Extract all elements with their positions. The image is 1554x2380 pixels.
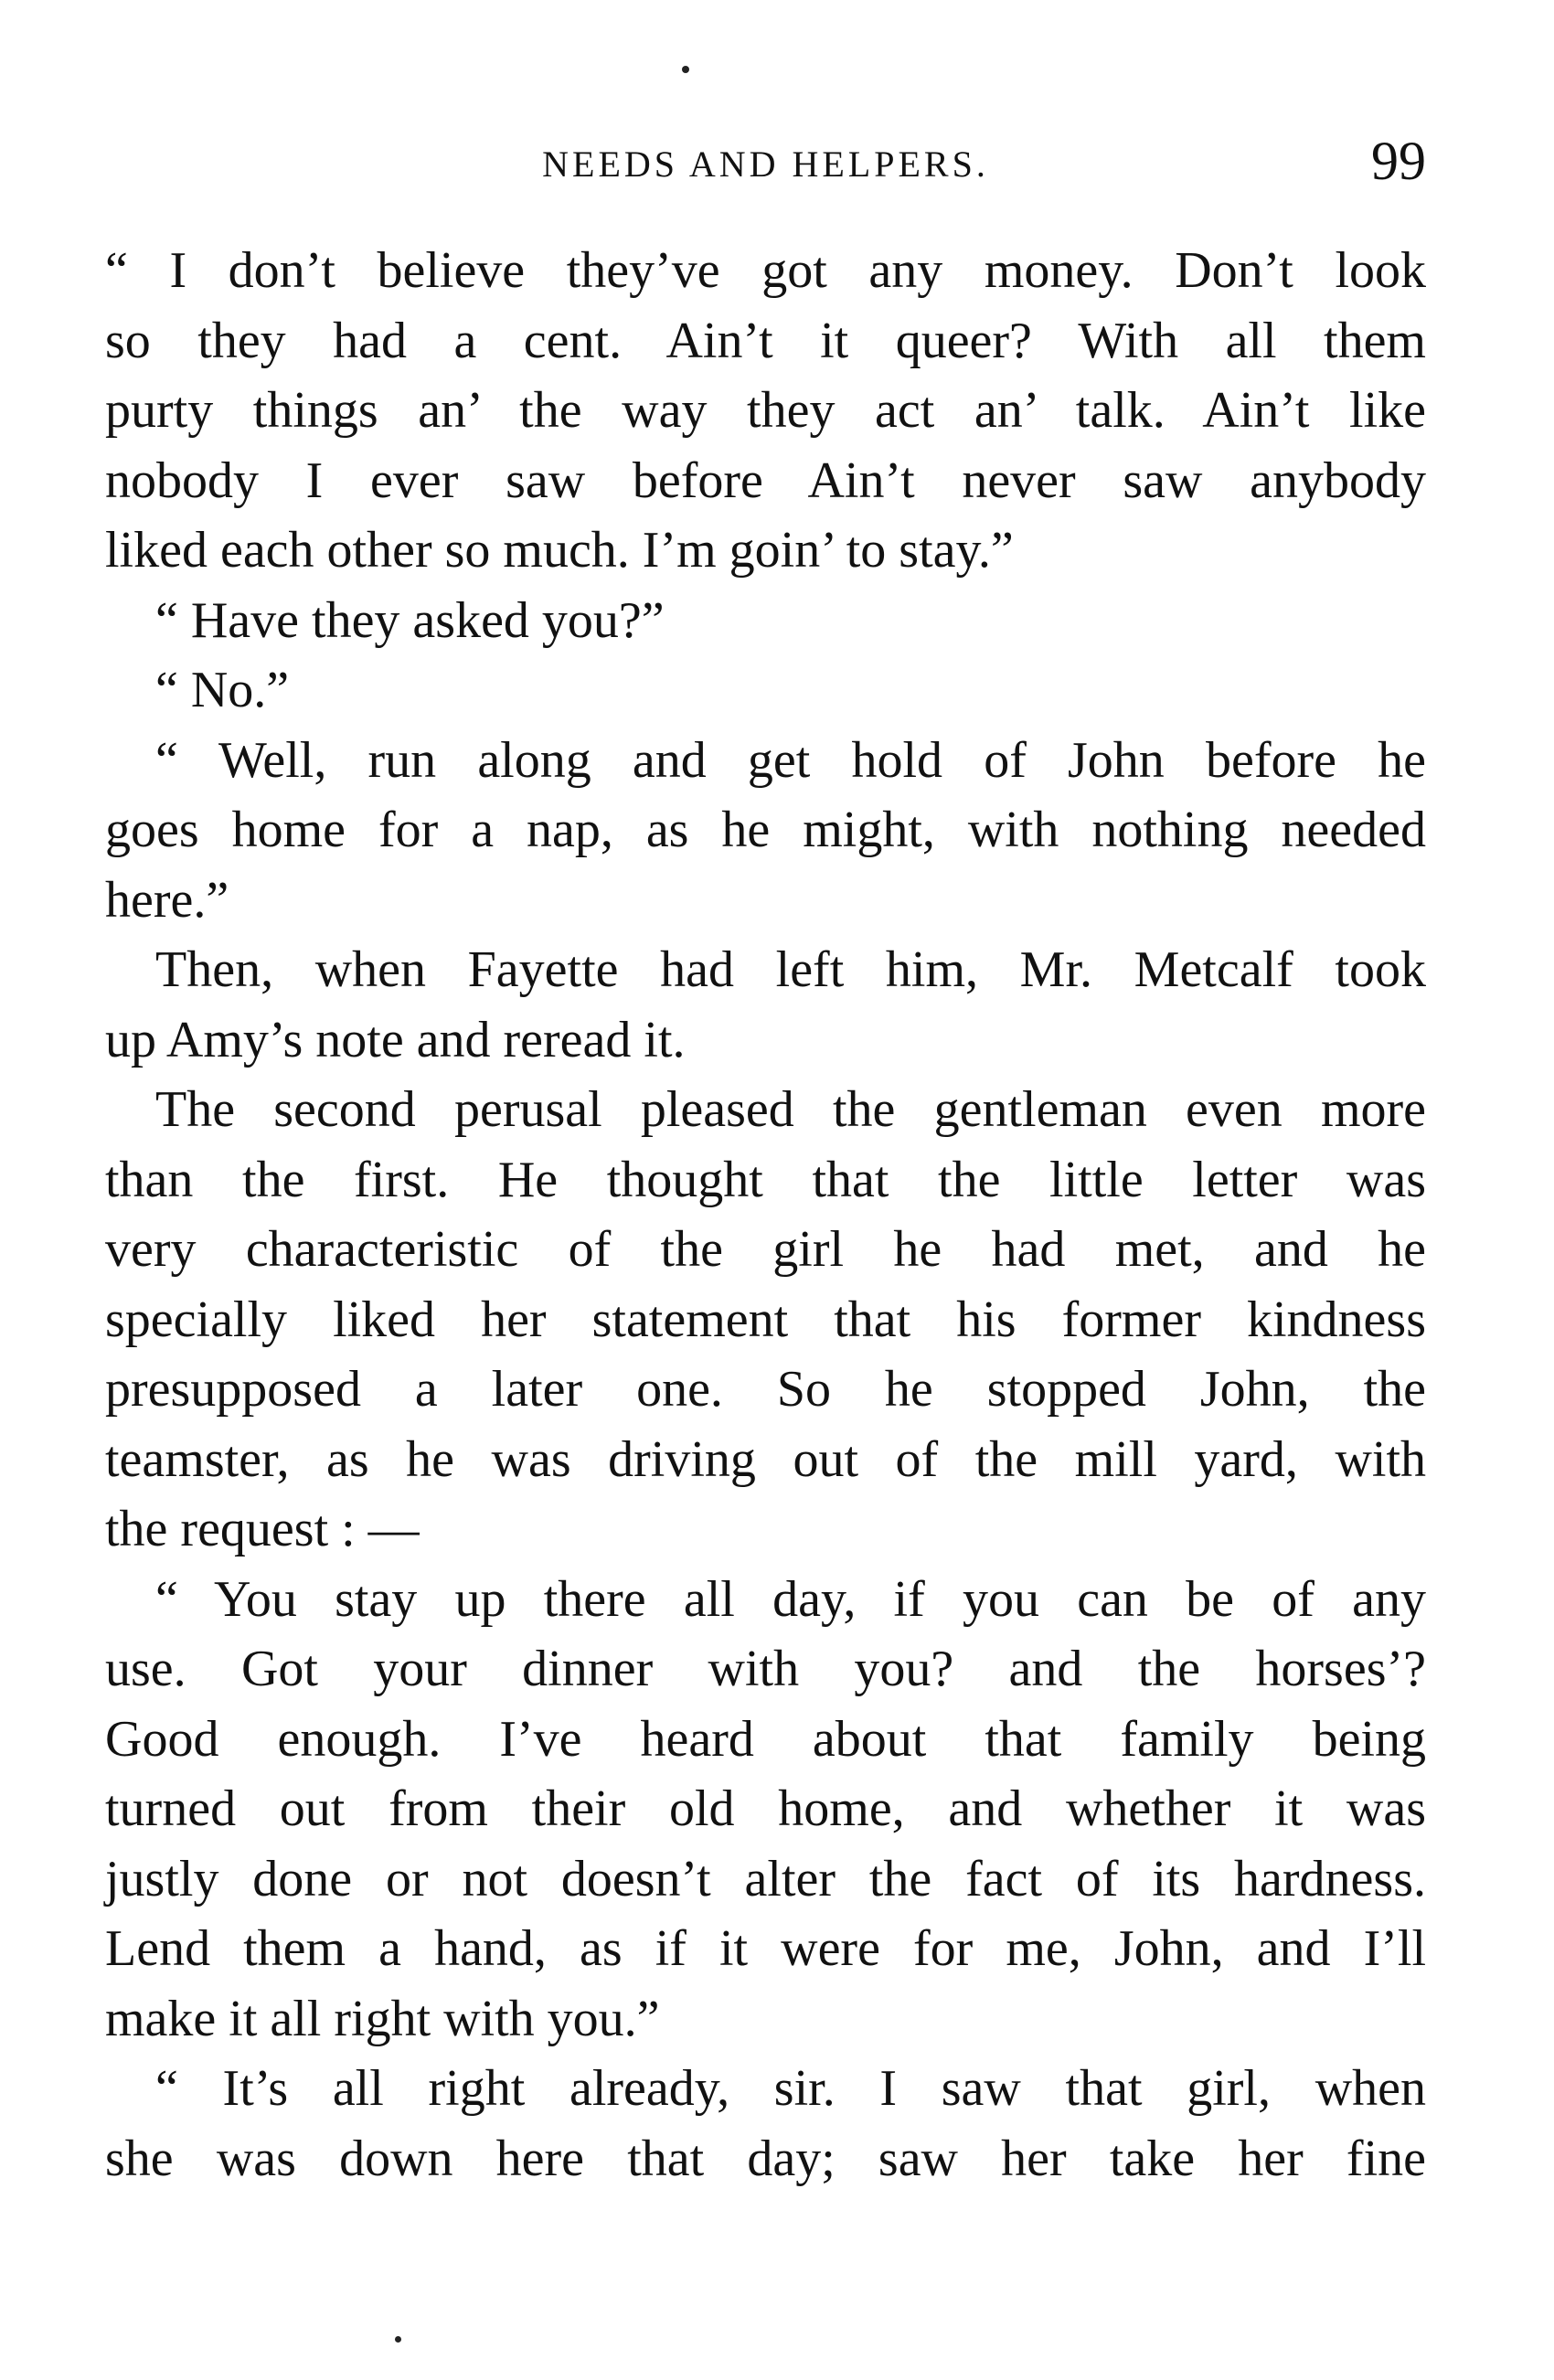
text-line: Lend them a hand, as if it were for me, John, and I’ll bbox=[105, 1920, 1426, 1977]
text-line: teamster, as he was driving out of the mill yard, with bbox=[105, 1430, 1426, 1488]
running-head-title: NEEDS AND HELPERS. bbox=[542, 143, 989, 185]
text-line: justly done or not doesn’t alter the fact of its hardness. bbox=[105, 1850, 1426, 1907]
text-line: “ It’s all right already, sir. I saw that girl, when bbox=[155, 2060, 1426, 2117]
text-line: presupposed a later one. So he stopped John, the bbox=[105, 1361, 1426, 1418]
text-line: turned out from their old home, and whether it was bbox=[105, 1780, 1426, 1837]
text-line: up Amy’s note and reread it. bbox=[105, 1011, 686, 1068]
text-line: nobody I ever saw before Ain’t never saw anybody bbox=[105, 452, 1426, 509]
text-line: The second perusal pleased the gentleman even more bbox=[155, 1081, 1426, 1138]
page-number: 99 bbox=[1371, 131, 1426, 191]
text-line: goes home for a nap, as he might, with nothing needed bbox=[105, 802, 1426, 858]
text-line: use. Got your dinner with you? and the horses’? bbox=[105, 1641, 1426, 1697]
ink-speck-bottom bbox=[395, 2336, 401, 2343]
ink-speck-top bbox=[682, 66, 689, 73]
text-line: she was down here that day; saw her take her fine bbox=[105, 2130, 1426, 2187]
text-line: “ No.” bbox=[155, 662, 290, 718]
text-line: specially liked her statement that his former kindness bbox=[105, 1291, 1426, 1348]
text-line: liked each other so much. I’m goin’ to stay.” bbox=[105, 522, 1014, 579]
text-line: make it all right with you.” bbox=[105, 1990, 660, 2047]
text-line: purty things an’ the way they act an’ talk. Ain’t like bbox=[105, 382, 1426, 439]
text-line: very characteristic of the girl he had met, and he bbox=[105, 1221, 1426, 1278]
text-line: the request : — bbox=[105, 1501, 420, 1557]
text-line: “ Have they asked you?” bbox=[155, 591, 665, 649]
text-line: here.” bbox=[105, 871, 229, 929]
text-line: Then, when Fayette had left him, Mr. Metcalf took bbox=[155, 941, 1426, 998]
text-line: than the first. He thought that the little letter was bbox=[105, 1151, 1426, 1208]
text-line: Good enough. I’ve heard about that family being bbox=[105, 1710, 1426, 1768]
text-line: “ I don’t believe they’ve got any money. Don’t look bbox=[105, 242, 1426, 299]
text-line: “ Well, run along and get hold of John before he bbox=[155, 731, 1426, 789]
running-header bbox=[105, 130, 1426, 203]
body-text bbox=[105, 236, 1426, 2194]
text-line: so they had a cent. Ain’t it queer? With all them bbox=[105, 312, 1426, 369]
text-line: “ You stay up there all day, if you can be of any bbox=[155, 1570, 1426, 1628]
